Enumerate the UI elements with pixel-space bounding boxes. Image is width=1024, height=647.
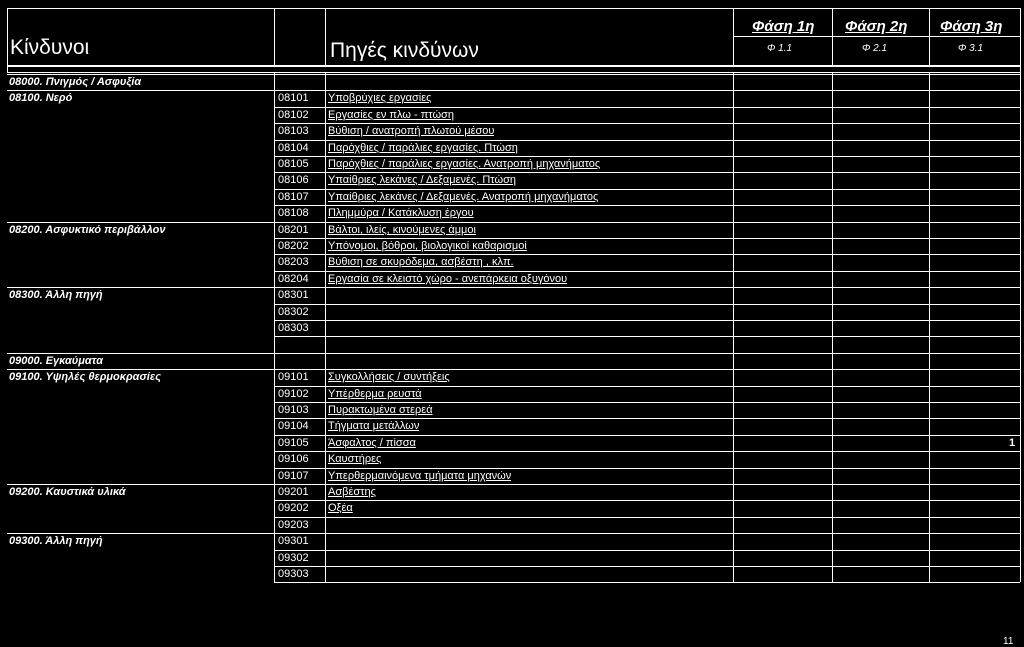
grid-line: [274, 402, 1020, 403]
grid-line: [7, 74, 274, 75]
hazard-code: 08301: [278, 290, 309, 301]
grid-line: [733, 8, 734, 65]
hazard-code: 08101: [278, 93, 309, 104]
hazard-source: Άσφαλτος / πίσσα: [328, 438, 416, 449]
hazard-code: 08303: [278, 323, 309, 334]
hazard-source: Βύθιση σε σκυρόδεμα, ασβέστη , κλπ.: [328, 257, 514, 268]
hazard-code: 09105: [278, 438, 309, 449]
hazard-code: 09201: [278, 487, 309, 498]
hazard-source: Ασβέστης: [328, 487, 376, 498]
grid-line: [274, 468, 1020, 469]
grid-line: [7, 484, 274, 485]
risk-category: 09200. Καυστικά υλικά: [9, 487, 126, 498]
phase-1-header: Φάση 1η: [752, 19, 815, 34]
risk-category: 08000. Πνιγμός / Ασφυξία: [9, 77, 142, 88]
hazard-code: 09101: [278, 372, 309, 383]
grid-line: [274, 386, 1020, 387]
grid-line: [832, 8, 833, 65]
hazard-code: 08102: [278, 110, 309, 121]
grid-line: [274, 484, 1020, 485]
grid-line: [274, 172, 1020, 173]
hazard-source: Οξέα: [328, 503, 353, 514]
phase-1-subheader: Φ 1.1: [767, 44, 793, 54]
hazard-source: Υποβρύχιες εργασίες: [328, 93, 432, 104]
grid-line: [7, 72, 1020, 73]
hazard-source: Εργασίες εν πλω - πτώση: [328, 110, 454, 121]
grid-line: [7, 353, 274, 354]
risk-category: 09300. Άλλη πηγή: [9, 536, 103, 547]
grid-line: [7, 287, 274, 288]
grid-line: [929, 8, 930, 65]
hazard-code: 09202: [278, 503, 309, 514]
grid-line: [7, 8, 1020, 9]
grid-line: [1020, 72, 1021, 582]
page-number: 11: [1003, 637, 1014, 647]
hazard-source: Παρόχθιες / παράλιες εργασίες. Πτώση: [328, 143, 518, 154]
grid-line: [274, 72, 275, 582]
hazard-source: Παρόχθιες / παράλιες εργασίες. Ανατροπή μηχανήματος: [328, 159, 601, 170]
grid-line: [274, 533, 1020, 534]
grid-line: [274, 550, 1020, 551]
grid-line: [274, 90, 1020, 91]
grid-line: [274, 500, 1020, 501]
hazard-source: Βύθιση / ανατροπή πλωτού μέσου: [328, 126, 495, 137]
grid-line: [274, 287, 1020, 288]
sources-column-header: Πηγές κινδύνων: [330, 40, 479, 61]
grid-line: [274, 74, 1020, 75]
grid-line: [274, 451, 1020, 452]
hazard-code: 09106: [278, 454, 309, 465]
hazard-code: 08103: [278, 126, 309, 137]
risks-column-header: Κίνδυνοι: [10, 37, 90, 58]
grid-line: [274, 353, 1020, 354]
hazard-source: Υπερθερμαινόμενα τμήματα μηχανών: [328, 471, 512, 482]
risk-category: 08200. Ασφυκτικό περιβάλλον: [9, 225, 166, 236]
hazard-code: 08204: [278, 274, 309, 285]
hazard-source: Υπαίθριες λεκάνες / Δεξαμενές. Πτώση: [328, 175, 516, 186]
grid-line: [274, 123, 1020, 124]
grid-line: [832, 72, 833, 582]
grid-line: [7, 369, 274, 370]
hazard-code: 08203: [278, 257, 309, 268]
grid-line: [733, 72, 734, 582]
hazard-code: 08105: [278, 159, 309, 170]
grid-line: [274, 254, 1020, 255]
grid-line: [929, 72, 930, 582]
grid-line: [7, 90, 274, 91]
hazard-code: 09203: [278, 520, 309, 531]
grid-line: [7, 65, 1020, 67]
hazard-code: 09102: [278, 389, 309, 400]
grid-line: [274, 566, 1020, 567]
hazard-source: Συγκολλήσεις / συντήξεις: [328, 372, 450, 383]
hazard-code: 08302: [278, 307, 309, 318]
grid-line: [274, 140, 1020, 141]
phase-2-subheader: Φ 2.1: [862, 44, 888, 54]
hazard-code: 08106: [278, 175, 309, 186]
grid-line: [274, 8, 275, 65]
hazard-code: 09302: [278, 553, 309, 564]
hazard-source: Υπαίθριες λεκάνες / Δεξαμενές. Ανατροπή μηχανήματος: [328, 192, 599, 203]
hazard-source: Βάλτοι, ιλείς, κινούμενες άμμοι: [328, 225, 476, 236]
hazard-code: 08108: [278, 208, 309, 219]
hazard-code: 09107: [278, 471, 309, 482]
grid-line: [274, 304, 1020, 305]
hazard-code: 08201: [278, 225, 309, 236]
grid-line: [274, 517, 1020, 518]
grid-line: [274, 238, 1020, 239]
grid-line: [274, 271, 1020, 272]
grid-line: [7, 222, 274, 223]
hazard-source: Πυρακτωμένα στερεά: [328, 405, 433, 416]
grid-line: [274, 189, 1020, 190]
grid-line: [274, 107, 1020, 108]
grid-line: [274, 369, 1020, 370]
grid-line: [274, 418, 1020, 419]
hazard-source: Εργασία σε κλειστό χώρο - ανεπάρκεια οξυγόνου: [328, 274, 568, 285]
grid-line: [274, 222, 1020, 223]
risk-category: 09100. Υψηλές θερμοκρασίες: [9, 372, 161, 383]
grid-line: [733, 36, 1020, 37]
grid-line: [274, 336, 1020, 337]
hazard-code: 08107: [278, 192, 309, 203]
hazard-code: 09301: [278, 536, 309, 547]
hazard-source: Τήγματα μετάλλων: [328, 421, 420, 432]
risk-category: 08100. Νερό: [9, 93, 73, 104]
risk-category: 09000. Εγκαύματα: [9, 356, 104, 367]
hazard-code: 09303: [278, 569, 309, 580]
hazard-code: 08202: [278, 241, 309, 252]
grid-line: [1020, 8, 1021, 72]
phase-3-header: Φάση 3η: [940, 19, 1003, 34]
hazard-source: Υπέρθερμα ρευστά: [328, 389, 422, 400]
phase-3-value: 1: [1009, 438, 1016, 449]
grid-line: [325, 72, 326, 582]
phase-3-subheader: Φ 3.1: [958, 44, 984, 54]
phase-2-header: Φάση 2η: [845, 19, 908, 34]
grid-line: [274, 320, 1020, 321]
grid-line: [7, 8, 8, 72]
grid-line: [7, 533, 274, 534]
hazard-code: 09103: [278, 405, 309, 416]
hazard-code: 09104: [278, 421, 309, 432]
grid-line: [274, 156, 1020, 157]
grid-line: [274, 205, 1020, 206]
hazard-source: Πλημμύρα / Κατάκλυση έργου: [328, 208, 474, 219]
risk-category: 08300. Άλλη πηγή: [9, 290, 103, 301]
grid-line: [274, 435, 1020, 436]
hazard-code: 08104: [278, 143, 309, 154]
hazard-source: Καυστήρες: [328, 454, 382, 465]
hazard-source: Υπόνομοι, βόθροι, βιολογικοί καθαρισμοί: [328, 241, 527, 252]
grid-line: [325, 8, 326, 65]
grid-line: [274, 582, 1020, 583]
